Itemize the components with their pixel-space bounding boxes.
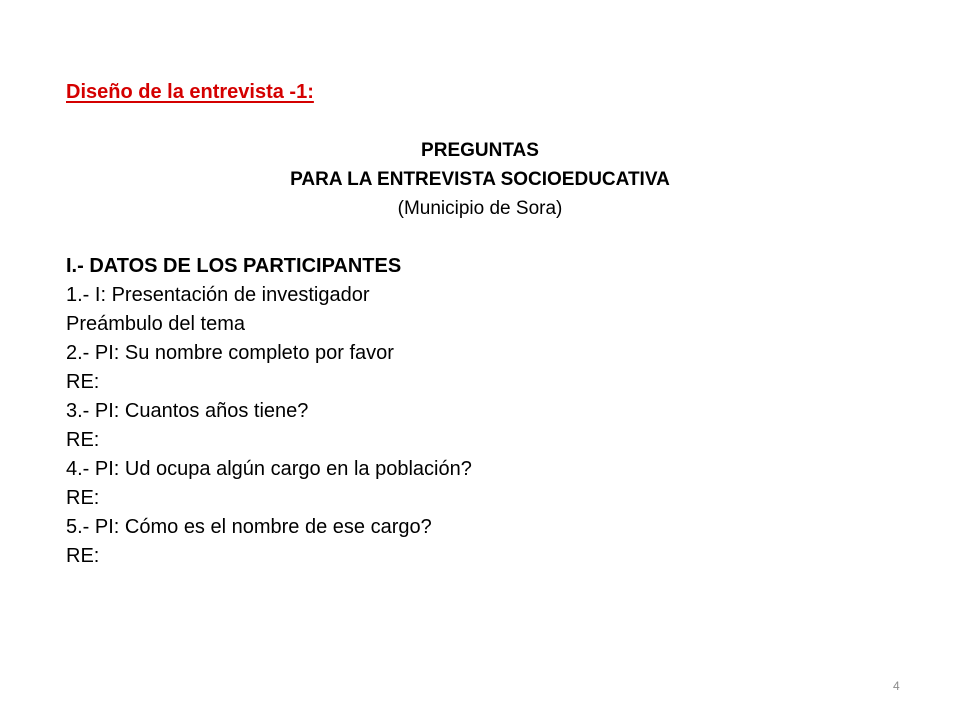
title-block <box>0 136 960 223</box>
list-item: 1.- I: Presentación de investigador <box>66 284 370 306</box>
list-item: 3.- PI: Cuantos años tiene? <box>66 400 309 422</box>
section-title: I.- DATOS DE LOS PARTICIPANTES <box>66 255 402 277</box>
list-item: RE: <box>66 429 100 451</box>
title-line-entrevista: PARA LA ENTREVISTA SOCIOEDUCATIVA <box>290 169 670 190</box>
document-heading: Diseño de la entrevista -1: <box>66 81 314 103</box>
list-item: RE: <box>66 487 100 509</box>
page-number: 4 <box>893 679 900 693</box>
list-item: 2.- PI: Su nombre completo por favor <box>66 342 394 364</box>
title-line-preguntas: PREGUNTAS <box>421 140 539 161</box>
title-line-municipio: (Municipio de Sora) <box>397 198 563 219</box>
list-item: RE: <box>66 371 100 393</box>
list-item: Preámbulo del tema <box>66 313 245 335</box>
list-item: 5.- PI: Cómo es el nombre de ese cargo? <box>66 516 432 538</box>
list-item: 4.- PI: Ud ocupa algún cargo en la población? <box>66 458 472 480</box>
list-item: RE: <box>66 545 100 567</box>
question-list <box>66 252 472 571</box>
